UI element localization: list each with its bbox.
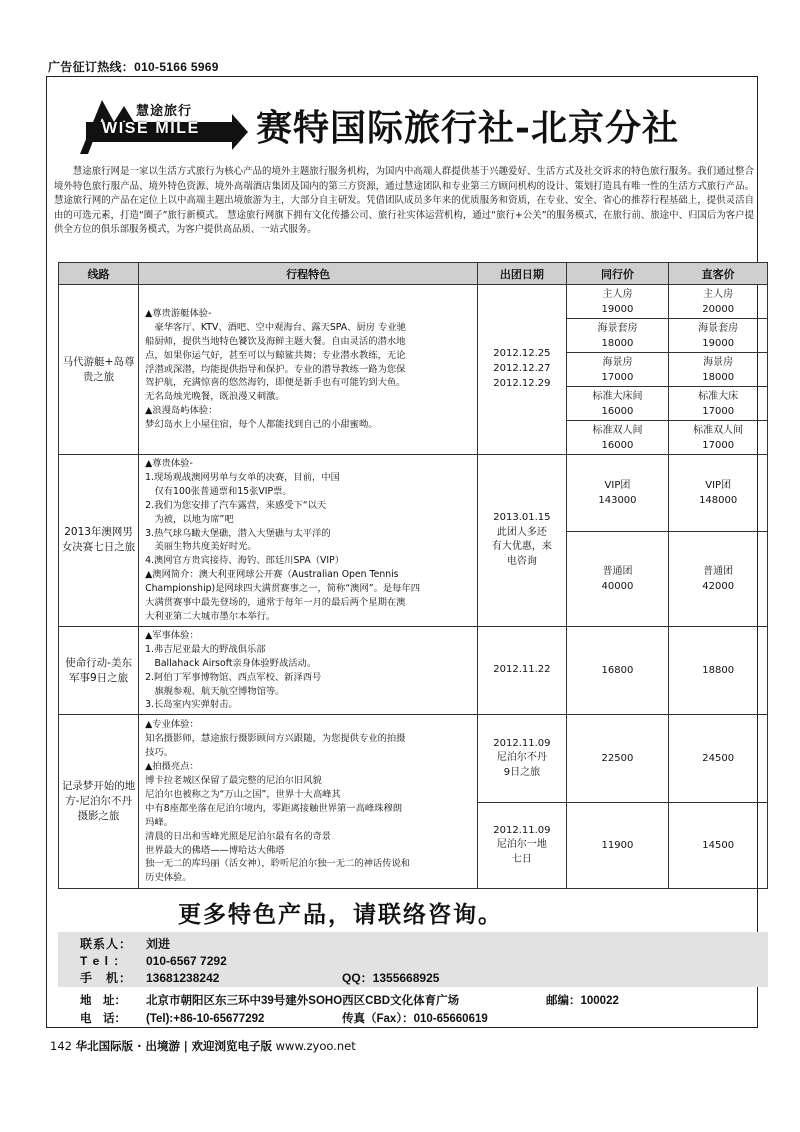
page-title: 赛特国际旅行社-北京分社 (256, 107, 679, 149)
feature-line: 3.热气球乌瞰大堡礁，潜入大堡礁与太平洋的 (145, 527, 331, 539)
feature-line: Ballahack Airsoft亲身体验野战活动。 (145, 657, 317, 669)
phone-label: 电 话： (80, 1013, 126, 1025)
route-dates-nepal-7d (478, 803, 566, 889)
direct-price-cell (669, 387, 768, 421)
room-type: 主人房 (602, 288, 633, 300)
peer-price-cell (566, 531, 669, 626)
date-line: 2013.01.15 (493, 511, 551, 523)
peer-price-cell (566, 803, 669, 889)
direct-price-cell (669, 715, 768, 803)
contact-tel[interactable]: 010-6567 7292 (146, 954, 227, 968)
tour-type: 普通团 (602, 565, 633, 577)
feature-line: 2.我们为您安排了汽车露营，来感受下“以天 (145, 499, 327, 511)
feature-line: 技巧。 (145, 747, 174, 759)
price-value: 16800 (601, 665, 634, 677)
logo-en-name: WISE MILE (102, 120, 200, 137)
price-value: 17000 (702, 439, 735, 451)
contact-mobile[interactable]: 13681238242 (146, 971, 220, 985)
date-line: 2012.11.09 (493, 824, 551, 836)
peer-price-cell (566, 455, 669, 532)
room-type: 海景房 (703, 356, 734, 368)
table-row (59, 455, 768, 532)
price-value: 22500 (601, 753, 634, 765)
price-value: 14500 (702, 840, 735, 852)
website-link[interactable]: www.zyoo.net (275, 1039, 356, 1053)
more-products-slogan: 更多特色产品，请联络咨询。 (178, 902, 503, 928)
direct-price-cell (669, 803, 768, 889)
footer-slogan: 欢迎浏览电子版 (191, 1039, 272, 1053)
tour-type: VIP团 (705, 479, 732, 491)
room-type: 标准大床 (698, 390, 739, 402)
intro-text: 慧途旅行网是一家以生活方式旅行为核心产品的境外主题旅行服务机构，为国内中高端人群提供基于兴趣爱好、生活方式及社交诉求的特色旅行服务。我们通过整合境外特色旅行服产品、境外特色资源、境外高端酒店集团及国内的第三方资源，通过慧途团队和专业第三方顾问机构的设计、策划打造具有唯一性的生活方式旅行产品。 慧途旅行网的产品在定位上以中高端主题出境旅游为主，大部分自主研发。凭借团队成员多年来的优质服务和资质，在专业、安全、省心的推荐行程基础上，提供灵活自由的可选元素，打造“圈子”旅行新模式。 慧途旅行网旗下拥有文化传播公司、旅行社实体运营机构，通过“旅行+公关”的服务模式，在旅行前、旅途中、归国后为客户提供全方位的俱乐部服务模式，为客户提供高品质、一站式服务。 (54, 166, 754, 236)
feature-line: 梦幻岛水上小屋住宿，每个人都能找到自己的小甜蜜呦。 (145, 419, 378, 431)
col-direct-price: 直客价 (669, 263, 768, 285)
feature-line: 2.阿伯丁军事博物馆、西点军校、新泽西号 (145, 671, 322, 683)
direct-price-cell (669, 421, 768, 455)
contact-person: 刘进 (146, 937, 171, 951)
date-line: 2012.12.25 (493, 348, 551, 360)
feature-line: 1.弗吉尼亚最大的野战俱乐部 (145, 643, 266, 655)
feature-line: 为被，以地为席”吧 (145, 513, 234, 525)
contact-person-label: 联系人： (80, 937, 133, 951)
feature-line: 玛峰。 (145, 816, 174, 828)
peer-price-cell (566, 319, 669, 353)
feature-line: ▲专业体验： (145, 719, 199, 731)
col-features: 行程特色 (139, 263, 478, 285)
contact-box (58, 932, 768, 987)
col-route: 线路 (59, 263, 139, 285)
route-name-us-military: 使命行动-美东军事9日之旅 (59, 626, 139, 714)
price-value: 19000 (702, 337, 735, 349)
price-value: 40000 (601, 580, 634, 592)
direct-price-cell (669, 531, 768, 626)
feature-line: ▲拍摄亮点： (145, 761, 199, 773)
date-line: 尼泊尔一地 (496, 839, 547, 851)
room-type: 海景房 (602, 356, 633, 368)
price-value: 24500 (702, 753, 735, 765)
feature-line: 中有8座都坐落在尼泊尔境内，零距离接触世界第一高峰珠穆朗 (145, 802, 403, 814)
feature-line: 世界最大的佛塔——博哈达大佛塔 (145, 844, 285, 856)
footer-divider: | (183, 1039, 188, 1053)
tour-type: 普通团 (703, 565, 734, 577)
route-dates-maldives (478, 285, 566, 455)
contact-tel-row (80, 952, 227, 969)
phone[interactable]: (Tel):+86-10-65677292 (146, 1013, 265, 1025)
route-dates-us-military (478, 626, 566, 714)
table-row (59, 715, 768, 803)
date-line: 尼泊尔不丹 (496, 752, 547, 764)
peer-price-cell (566, 715, 669, 803)
date-line: 七日 (511, 854, 532, 866)
address-text: 北京市朝阳区东三环中39号建外SOHO西区CBD文化体育广场 (146, 995, 460, 1007)
address-label: 地 址： (80, 995, 126, 1007)
date-line: 2012.11.09 (493, 737, 551, 749)
date-line: 此团人多还 (496, 526, 547, 538)
feature-line: 船厨师，提供当地特色饕饮及海鲜主题大餐。自由灵活的潜水地 (145, 335, 406, 347)
feature-line: 大利亚第二大城市墨尔本举行。 (145, 610, 276, 622)
col-date: 出团日期 (478, 263, 566, 285)
feature-line: 知名摄影师，慧途旅行摄影顾问方兴跟随，为您提供专业的拍摄 (145, 733, 406, 745)
feature-line: 3.长岛室内实弹射击。 (145, 699, 238, 711)
feature-line: ▲尊贵体验- (145, 458, 193, 469)
feature-line: ▲澳网简介：澳大利亚网球公开赛（Australian Open Tennis (145, 569, 399, 581)
price-value: 19000 (601, 303, 634, 315)
date-line: 2012.12.29 (493, 377, 551, 389)
room-type: 海景套房 (597, 322, 638, 334)
contact-qq-row (342, 969, 439, 986)
publication-name: 华北国际版 · 出境游 (75, 1039, 180, 1053)
feature-line: 驾护航，充满惊喜的悠然海钓，即便是新手也有可能钓到大鱼。 (145, 377, 406, 389)
postcode: 100022 (580, 995, 619, 1007)
date-line: 电咨询 (506, 556, 537, 568)
feature-line: 4.澳网官方贵宾接待、海钓、郎廷川SPA（VIP） (145, 555, 345, 567)
contact-qq[interactable]: 1355668925 (372, 971, 440, 985)
table-row (59, 285, 768, 319)
date-line: 2012.12.27 (493, 363, 551, 375)
feature-line: 仅有100张普通票和15张VIP票。 (145, 485, 292, 497)
route-name-aus-open: 2013年澳网男女决赛七日之旅 (59, 455, 139, 627)
feature-line: 浮潜或深潜，均能提供指导和保护。专业的潜导教练一路为您保 (145, 363, 406, 375)
route-table (58, 262, 768, 889)
route-features-us-military (139, 626, 478, 714)
address-block (58, 990, 768, 1026)
route-dates-aus-open (478, 455, 566, 627)
price-value: 17000 (702, 405, 735, 417)
peer-price-cell (566, 285, 669, 319)
contact-tel-label: T e l ： (80, 954, 127, 968)
feature-line: 1.现场观战澳网男单与女单的决赛，目前，中国 (145, 471, 340, 483)
direct-price-cell (669, 285, 768, 319)
feature-line: ▲浪漫岛屿体验： (145, 405, 218, 417)
feature-line: ▲尊贵游艇体验- (145, 307, 212, 319)
date-line: 有大优惠，来 (491, 541, 552, 553)
postcode-row (546, 992, 619, 1008)
price-value: 18000 (702, 371, 735, 383)
room-type: 主人房 (703, 288, 734, 300)
price-value: 11900 (601, 840, 634, 852)
col-peer-price: 同行价 (566, 263, 669, 285)
price-value: 18800 (702, 665, 735, 677)
feature-line: ▲军事体验： (145, 629, 199, 641)
phone-row (80, 1010, 264, 1026)
room-type: 海景套房 (698, 322, 739, 334)
contact-mobile-row (80, 969, 219, 986)
fax-row (342, 1010, 488, 1026)
direct-price-cell (669, 626, 768, 714)
feature-line: 点，如果你运气好，甚至可以与鲸鲨共舞；专业潜水教练，无论 (145, 349, 406, 361)
wise-mile-logo (80, 92, 250, 156)
table-header-row (59, 263, 768, 285)
feature-line: 无名岛烛光晚餐，既浪漫又刺激。 (145, 391, 285, 403)
feature-line: 大满贯赛事中最先登场的，通常于每年一月的最后两个星期在澳 (145, 597, 406, 609)
route-name-nepal-bhutan: 记录梦开始的地方-尼泊尔不丹摄影之旅 (59, 715, 139, 889)
feature-line: 清晨的日出和雪峰光照是尼泊尔最有名的奇景 (145, 830, 332, 842)
date-line: 9日之旅 (503, 767, 541, 779)
fax: 010-65660619 (413, 1013, 488, 1025)
feature-line: 美丽生物共度美好时光。 (145, 541, 257, 553)
feature-line: 历史体验。 (145, 872, 192, 884)
direct-price-cell (669, 319, 768, 353)
route-name-maldives: 马代游艇+岛尊贵之旅 (59, 285, 139, 455)
page-number: 142 (50, 1039, 72, 1053)
route-features-maldives (139, 285, 478, 455)
price-value: 16000 (601, 405, 634, 417)
intro-paragraph (54, 165, 754, 238)
price-value: 143000 (598, 494, 637, 506)
peer-price-cell (566, 421, 669, 455)
fax-label: 传真（Fax）： (342, 1013, 414, 1025)
ad-hotline: 广告征订热线：010-5166 5969 (48, 60, 219, 74)
direct-price-cell (669, 455, 768, 532)
price-value: 42000 (702, 580, 735, 592)
address-row (80, 992, 459, 1008)
room-type: 标准大床间 (592, 390, 643, 402)
feature-line: 独一无二的库玛丽（活女神），聆听尼泊尔独一无二的神话传说和 (145, 858, 411, 870)
peer-price-cell (566, 626, 669, 714)
price-value: 20000 (702, 303, 735, 315)
direct-price-cell (669, 353, 768, 387)
room-type: 标准双人间 (592, 424, 643, 436)
route-features-aus-open (139, 455, 478, 627)
contact-mobile-label: 手 机： (80, 971, 133, 985)
feature-line: 尼泊尔也被称之为“万山之国”，世界十大高峰其 (145, 788, 341, 800)
header (80, 92, 740, 160)
route-dates-nepal-bhutan-9d (478, 715, 566, 803)
route-features-nepal-bhutan (139, 715, 478, 889)
feature-line: 旗舰参观、航天航空博物馆等。 (145, 685, 285, 697)
feature-line: 豪华客厅、KTV、酒吧、空中观海台、露天SPA、厨房 专业驰 (145, 321, 406, 333)
price-value: 148000 (699, 494, 738, 506)
price-value: 18000 (601, 337, 634, 349)
feature-line: Championship)是网球四大满贯赛事之一，简称“澳网”。是每年四 (145, 583, 421, 595)
peer-price-cell (566, 387, 669, 421)
peer-price-cell (566, 353, 669, 387)
contact-qq-label: QQ： (342, 971, 373, 985)
tour-type: VIP团 (604, 479, 631, 491)
price-value: 17000 (601, 371, 634, 383)
postcode-label: 邮编： (546, 995, 581, 1007)
date-line: 2012.11.22 (493, 664, 551, 676)
contact-person-row (80, 935, 170, 952)
room-type: 标准双人间 (693, 424, 744, 436)
feature-line: 博卡拉老城区保留了最完整的尼泊尔旧风貌 (145, 775, 322, 786)
table-row (59, 626, 768, 714)
logo-cn-name: 慧途旅行 (136, 104, 193, 119)
page-footer (50, 1038, 356, 1054)
price-value: 16000 (601, 439, 634, 451)
